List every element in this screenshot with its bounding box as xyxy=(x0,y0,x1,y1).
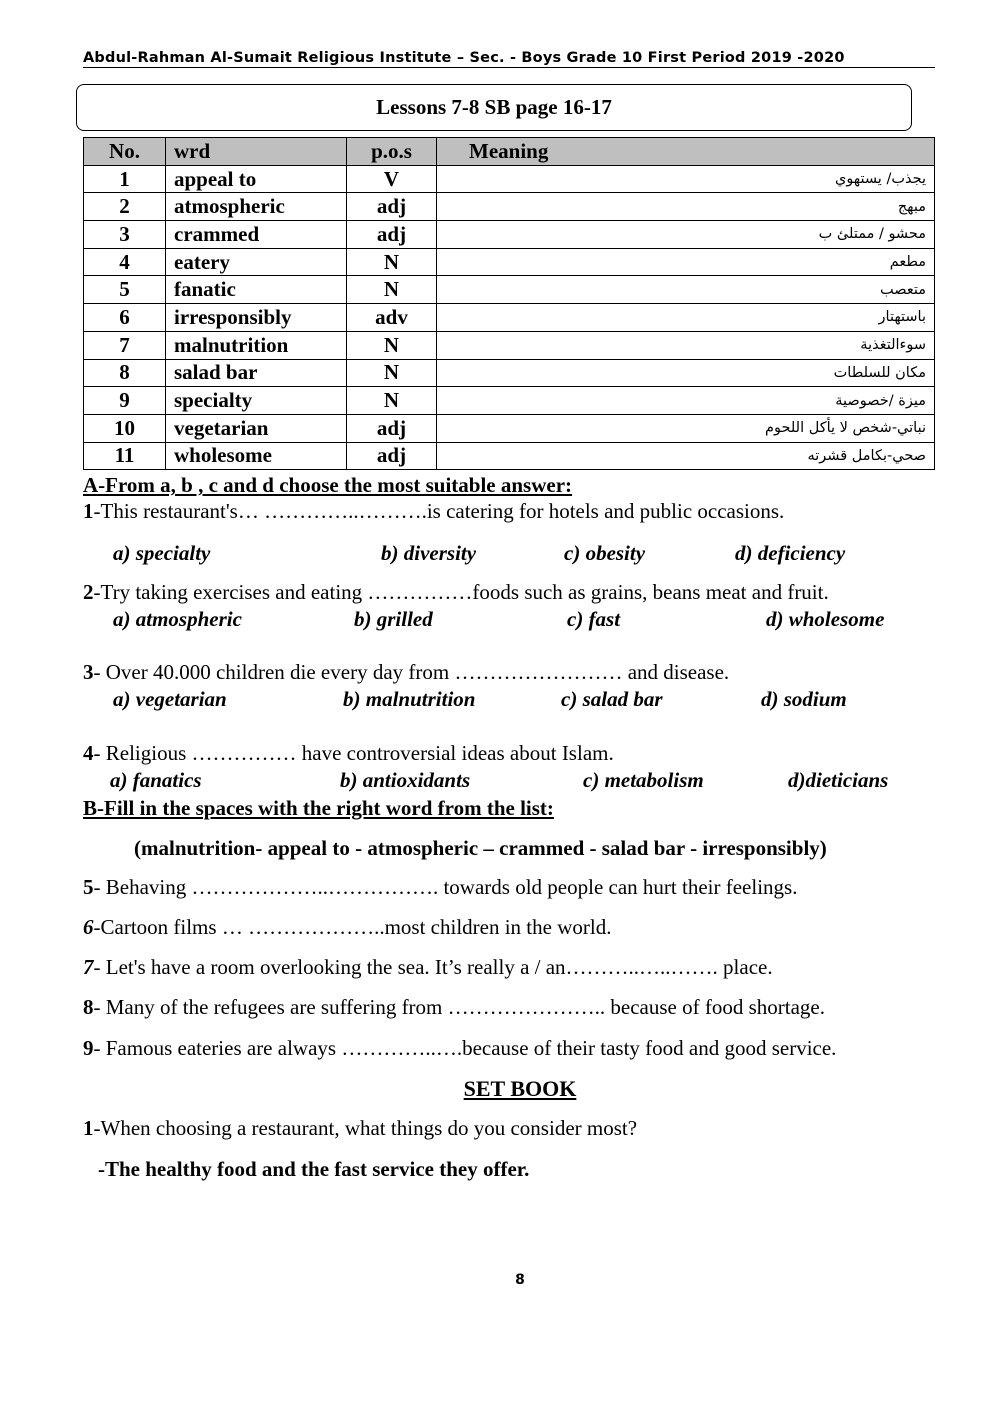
question-text: - Let's have a room overlooking the sea. It’s really a / an………..…..……. place. xyxy=(93,955,773,979)
row-pos: N xyxy=(347,359,437,387)
row-number: 1 xyxy=(84,165,166,193)
row-number: 4 xyxy=(84,248,166,276)
header-word: wrd xyxy=(166,138,347,166)
q4-option-d: d)dieticians xyxy=(788,768,889,792)
question-number: 8 xyxy=(83,995,94,1019)
q1-option-a: a) specialty xyxy=(113,541,211,565)
row-meaning: ميزة /خصوصية xyxy=(437,387,935,415)
question-1 xyxy=(83,499,784,524)
table-row xyxy=(84,331,935,359)
q3-option-d: d) sodium xyxy=(761,687,847,711)
q2-option-a: a) atmospheric xyxy=(113,607,242,631)
row-number: 8 xyxy=(84,359,166,387)
row-meaning: مكان للسلطات xyxy=(437,359,935,387)
section-b-title: B-Fill in the spaces with the right word from the list: xyxy=(83,796,554,820)
set-book-answer: -The healthy food and the fast service they offer. xyxy=(98,1157,530,1181)
question-number: 3 xyxy=(83,660,94,684)
q4-option-b: b) antioxidants xyxy=(340,768,471,792)
row-pos: adj xyxy=(347,221,437,249)
row-word: appeal to xyxy=(166,165,347,193)
q3-option-a: a) vegetarian xyxy=(113,687,227,711)
q3-option-b: b) malnutrition xyxy=(343,687,476,711)
vocabulary-table xyxy=(83,137,935,470)
question-text: - Religious …………… have controversial ideas about Islam. xyxy=(93,741,614,765)
set-book-question xyxy=(83,1116,637,1141)
row-pos: adj xyxy=(347,193,437,221)
row-pos: adj xyxy=(347,414,437,442)
table-row xyxy=(84,165,935,193)
set-book-title: SET BOOK xyxy=(463,1076,577,1101)
question-text: -When choosing a restaurant, what things do you consider most? xyxy=(93,1116,638,1140)
row-number: 10 xyxy=(84,414,166,442)
q1-option-c: c) obesity xyxy=(564,541,646,565)
row-meaning: صحي-بكامل قشرته xyxy=(437,442,935,470)
row-number: 3 xyxy=(84,221,166,249)
row-word: eatery xyxy=(166,248,347,276)
question-text: - Many of the refugees are suffering from ………………….. because of food shortage. xyxy=(93,995,825,1019)
table-header-row xyxy=(84,138,935,166)
question-text: - Behaving ………………..……………. towards old people can hurt their feelings. xyxy=(93,875,798,899)
row-word: atmospheric xyxy=(166,193,347,221)
q1-option-d: d) deficiency xyxy=(735,541,846,565)
q1-option-b: b) diversity xyxy=(381,541,477,565)
q2-option-c: c) fast xyxy=(567,607,621,631)
question-number: 1 xyxy=(83,499,94,523)
row-word: crammed xyxy=(166,221,347,249)
question-text: - Over 40.000 children die every day from …………………… and disease. xyxy=(93,660,730,684)
q4-option-c: c) metabolism xyxy=(583,768,704,792)
question-number: 9 xyxy=(83,1036,94,1060)
question-number: 4 xyxy=(83,741,94,765)
word-list: (malnutrition- appeal to - atmospheric – crammed - salad bar - irresponsibly) xyxy=(134,836,827,860)
question-text: -This restaurant's… …………..……….is catering for hotels and public occasions. xyxy=(93,499,785,523)
q4-option-a: a) fanatics xyxy=(110,768,202,792)
table-row xyxy=(84,414,935,442)
row-number: 11 xyxy=(84,442,166,470)
table-row xyxy=(84,304,935,332)
row-meaning: مطعم xyxy=(437,248,935,276)
row-pos: adj xyxy=(347,442,437,470)
row-word: specialty xyxy=(166,387,347,415)
row-meaning: نباتي-شخص لا يأكل اللحوم xyxy=(437,414,935,442)
row-meaning: يجذب/ يستهوي xyxy=(437,165,935,193)
table-row xyxy=(84,221,935,249)
row-number: 6 xyxy=(84,304,166,332)
row-pos: V xyxy=(347,165,437,193)
question-5 xyxy=(83,875,797,900)
question-6 xyxy=(83,915,611,940)
row-meaning: متعصب xyxy=(437,276,935,304)
question-8 xyxy=(83,995,825,1020)
row-word: malnutrition xyxy=(166,331,347,359)
question-text: -Try taking exercises and eating ……………foods such as grains, beans meat and fruit. xyxy=(93,580,829,604)
table-row xyxy=(84,193,935,221)
table-row xyxy=(84,276,935,304)
question-4 xyxy=(83,741,614,766)
section-a-title: A-From a, b , c and d choose the most suitable answer: xyxy=(83,473,573,497)
q2-option-b: b) grilled xyxy=(354,607,433,631)
row-pos: N xyxy=(347,331,437,359)
row-meaning: مبهج xyxy=(437,193,935,221)
table-row xyxy=(84,248,935,276)
question-number: 2 xyxy=(83,580,94,604)
row-pos: N xyxy=(347,276,437,304)
question-text: -Cartoon films … ………………..most children in the world. xyxy=(93,915,612,939)
institute-header: Abdul-Rahman Al-Sumait Religious Institute – Sec. - Boys Grade 10 First Period 2019 -2020 xyxy=(83,50,935,68)
page-number: 8 xyxy=(515,1272,525,1288)
row-meaning: محشو / ممتلئ ب xyxy=(437,221,935,249)
row-word: salad bar xyxy=(166,359,347,387)
row-number: 7 xyxy=(84,331,166,359)
header-pos: p.o.s xyxy=(347,138,437,166)
question-number: 7 xyxy=(83,955,94,979)
row-meaning: سوءالتغذية xyxy=(437,331,935,359)
row-number: 5 xyxy=(84,276,166,304)
question-3 xyxy=(83,660,729,685)
table-row xyxy=(84,442,935,470)
header-meaning: Meaning xyxy=(437,138,935,166)
row-number: 2 xyxy=(84,193,166,221)
row-number: 9 xyxy=(84,387,166,415)
row-pos: N xyxy=(347,248,437,276)
q2-option-d: d) wholesome xyxy=(766,607,885,631)
header-no: No. xyxy=(84,138,166,166)
question-7 xyxy=(83,955,773,980)
q3-option-c: c) salad bar xyxy=(561,687,663,711)
question-number: 5 xyxy=(83,875,94,899)
question-number: 1 xyxy=(83,1116,94,1140)
row-meaning: باستهتار xyxy=(437,304,935,332)
question-text: - Famous eateries are always …………..….because of their tasty food and good service. xyxy=(93,1036,837,1060)
lesson-title-box: Lessons 7-8 SB page 16-17 xyxy=(76,84,912,131)
row-pos: N xyxy=(347,387,437,415)
row-word: fanatic xyxy=(166,276,347,304)
row-word: irresponsibly xyxy=(166,304,347,332)
question-2 xyxy=(83,580,829,605)
table-row xyxy=(84,387,935,415)
row-word: wholesome xyxy=(166,442,347,470)
table-row xyxy=(84,359,935,387)
question-9 xyxy=(83,1036,836,1061)
row-pos: adv xyxy=(347,304,437,332)
question-number: 6 xyxy=(83,915,94,939)
row-word: vegetarian xyxy=(166,414,347,442)
